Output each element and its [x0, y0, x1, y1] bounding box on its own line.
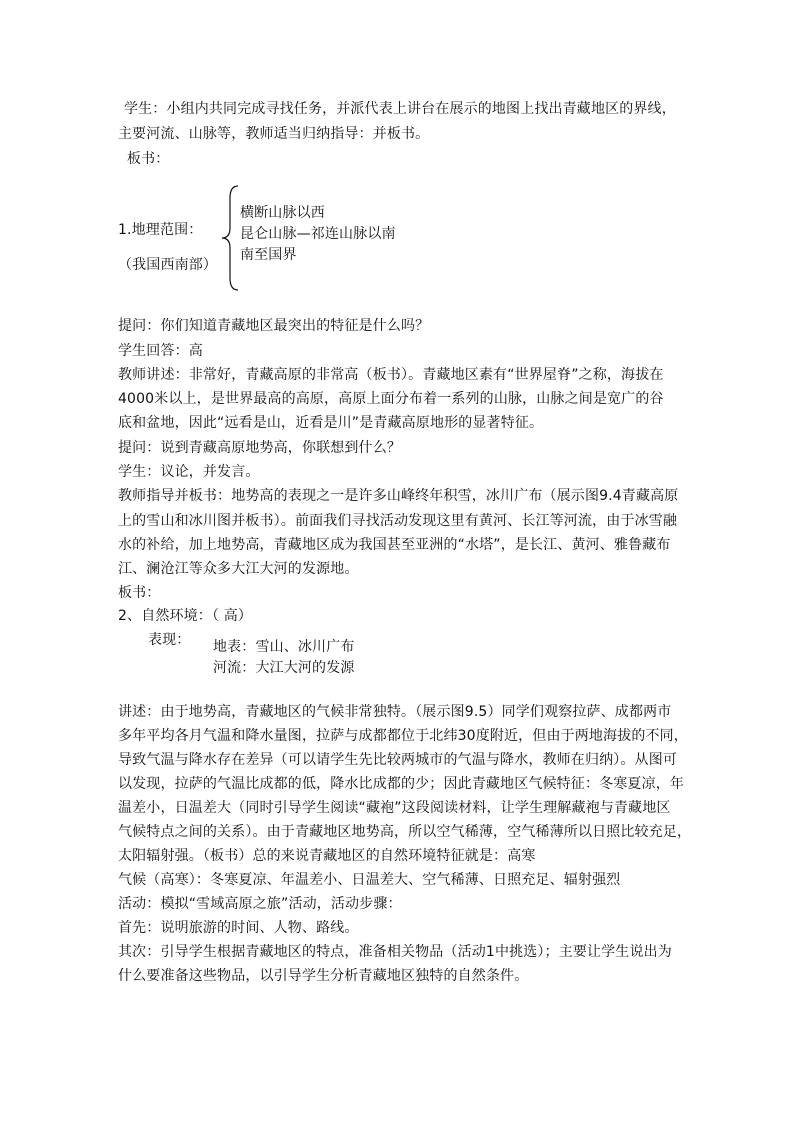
paragraph-line: 以发现，拉萨的气温比成都的低，降水比成都的少；因此青藏地区气候特征：冬寒夏凉，年	[118, 776, 684, 792]
geo-range-item: 南至国界	[240, 247, 297, 263]
paragraph-line: 学生回答：高	[118, 343, 203, 359]
paragraph-line: 什么要准备这些物品，以引导学生分析青藏地区独特的自然条件。	[118, 968, 529, 984]
left-brace-icon	[220, 184, 240, 292]
paragraph-line: 其次：引导学生根据青藏地区的特点，准备相关物品（活动1中挑选）；主要让学生说出为	[118, 944, 672, 960]
paragraph-line: 活动：模拟“雪域高原之旅”活动，活动步骤：	[118, 896, 402, 912]
natural-env-heading: 2、自然环境：（ 高）	[118, 608, 253, 624]
paragraph-line: 太阳辐射强。（板书）总的来说青藏地区的自然环境特征就是：高寒	[118, 848, 536, 864]
geo-range-label: 1.地理范围：	[118, 222, 203, 238]
board-label: 板书：	[127, 151, 170, 167]
paragraph-line: 提问：你们知道青藏地区最突出的特征是什么吗？	[118, 318, 430, 334]
paragraph-line: 底和盆地，因此“远看是山，近看是川”是青藏高原地形的显著特征。	[118, 415, 544, 431]
paragraph-line: 学生：议论，并发言。	[118, 464, 260, 480]
natural-env-sub-label: 表现：	[148, 632, 191, 648]
natural-env-item: 河流：大江大河的发源	[213, 660, 355, 676]
paragraph-line: 温差小，日温差大（同时引导学生阅读“藏袍”这段阅读材料，让学生理解藏袍与青藏地区	[118, 800, 671, 816]
geo-range-sub-label: （我国西南部）	[118, 257, 218, 273]
paragraph-line: 江、澜沧江等众多大江大河的发源地。	[118, 561, 359, 577]
paragraph-line: 板书：	[118, 585, 161, 601]
paragraph-line: 水的补给，加上地势高，青藏地区成为我国甚至亚洲的“水塔”，是长江、黄河、雅鲁藏布	[118, 537, 671, 553]
paragraph-line: 首先：说明旅游的时间、人物、路线。	[118, 920, 359, 936]
paragraph-line: 讲述：由于地势高，青藏地区的气候非常独特。（展示图9.5）同学们观察拉萨、成都两市	[118, 704, 672, 720]
paragraph-line: 提问：说到青藏高原地势高，你联想到什么？	[118, 440, 401, 456]
geo-range-item: 昆仑山脉—祁连山脉以南	[240, 226, 396, 242]
paragraph-line: 多年平均各月气温和降水量图，拉萨与成都都位于北纬30度附近，但由于两地海拔的不同，	[118, 728, 688, 744]
intro-line-1: 学生：小组内共同完成寻找任务，并派代表上讲台在展示的地图上找出青藏地区的界线，	[124, 101, 676, 117]
paragraph-line: 导致气温与降水存在差异（可以请学生先比较两城市的气温与降水，教师在归纳）。从图可	[118, 752, 677, 768]
natural-env-item: 地表：雪山、冰川广布	[213, 639, 355, 655]
paragraph-line: 气候（高寒）：冬寒夏凉、年温差小、日温差大、空气稀薄、日照充足、辐射强烈	[118, 872, 621, 888]
geo-range-item: 横断山脉以西	[240, 205, 325, 221]
paragraph-line: 教师指导并板书：地势高的表现之一是许多山峰终年积雪，冰川广布（展示图9.4青藏高原	[118, 488, 679, 504]
paragraph-line: 4000米以上，是世界最高的高原，高原上面分布着一系列的山脉，山脉之间是宽广的谷	[118, 391, 664, 407]
paragraph-line: 教师讲述：非常好，青藏高原的非常高（板书）。青藏地区素有“世界屋脊”之称，海拔在	[118, 367, 664, 383]
intro-line-2: 主要河流、山脉等，教师适当归纳指导：并板书。	[118, 126, 430, 142]
paragraph-line: 上的雪山和冰川图并板书）。前面我们寻找活动发现这里有黄河、长江等河流，由于冰雪融	[118, 513, 677, 529]
paragraph-line: 气候特点之间的关系）。由于青藏地区地势高，所以空气稀薄，空气稀薄所以日照比较充足，	[118, 824, 692, 840]
